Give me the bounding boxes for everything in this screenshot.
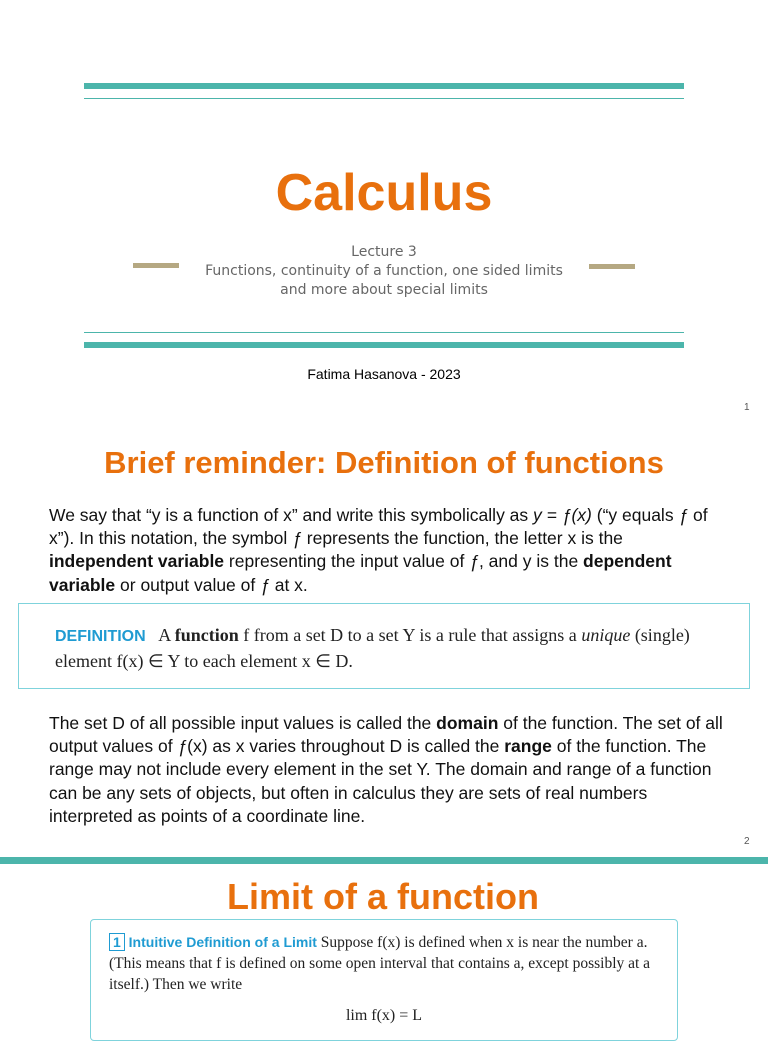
slide-separator	[0, 857, 768, 864]
page-number: 2	[744, 836, 750, 847]
slide-title: Brief reminder: Definition of functions	[104, 445, 664, 480]
subtitle: and more about special limits	[280, 282, 488, 298]
lecture-number: Lecture 3	[351, 244, 417, 260]
divider	[84, 342, 684, 348]
limit-formula: lim f(x) = L	[345, 1007, 423, 1024]
divider	[84, 98, 684, 99]
divider	[84, 83, 684, 89]
divider	[84, 332, 684, 333]
paragraph: We say that “y is a function of x” and write this symbolically as y = ƒ(x) (“y equals ƒ of x”). In this notation, the symbol ƒ represents the function, the letter x is the independent variable representing the input value of ƒ, and y is the dependent variable or output value of ƒ at x.	[49, 505, 708, 595]
limit-definition-box: 1 Intuitive Definition of a Limit Suppose f(x) is defined when x is near the number a. (This means that f is defined on some open interval that contains a, except possibly at a itself.) Then we write lim f(x) = L	[90, 919, 678, 1041]
page-number: 1	[744, 402, 750, 413]
definition-box: DEFINITION A function f from a set D to a set Y is a rule that assigns a unique (single) element f(x) ∈ Y to each element x ∈ D.	[18, 603, 750, 689]
slide-title: Limit of a function	[227, 876, 539, 917]
subtitle: Functions, continuity of a function, one sided limits	[205, 263, 563, 279]
author: Fatima Hasanova - 2023	[307, 366, 461, 382]
slide-title: Calculus	[275, 164, 493, 222]
paragraph: The set D of all possible input values is called the domain of the function. The set of all output values of ƒ(x) as x varies throughout D is called the range of the function. The range may not include every element in the set Y. The domain and range of a function can be any sets of objects, but often in calculus they are sets of real numbers interpreted as points of a coordinate line.	[49, 713, 723, 826]
